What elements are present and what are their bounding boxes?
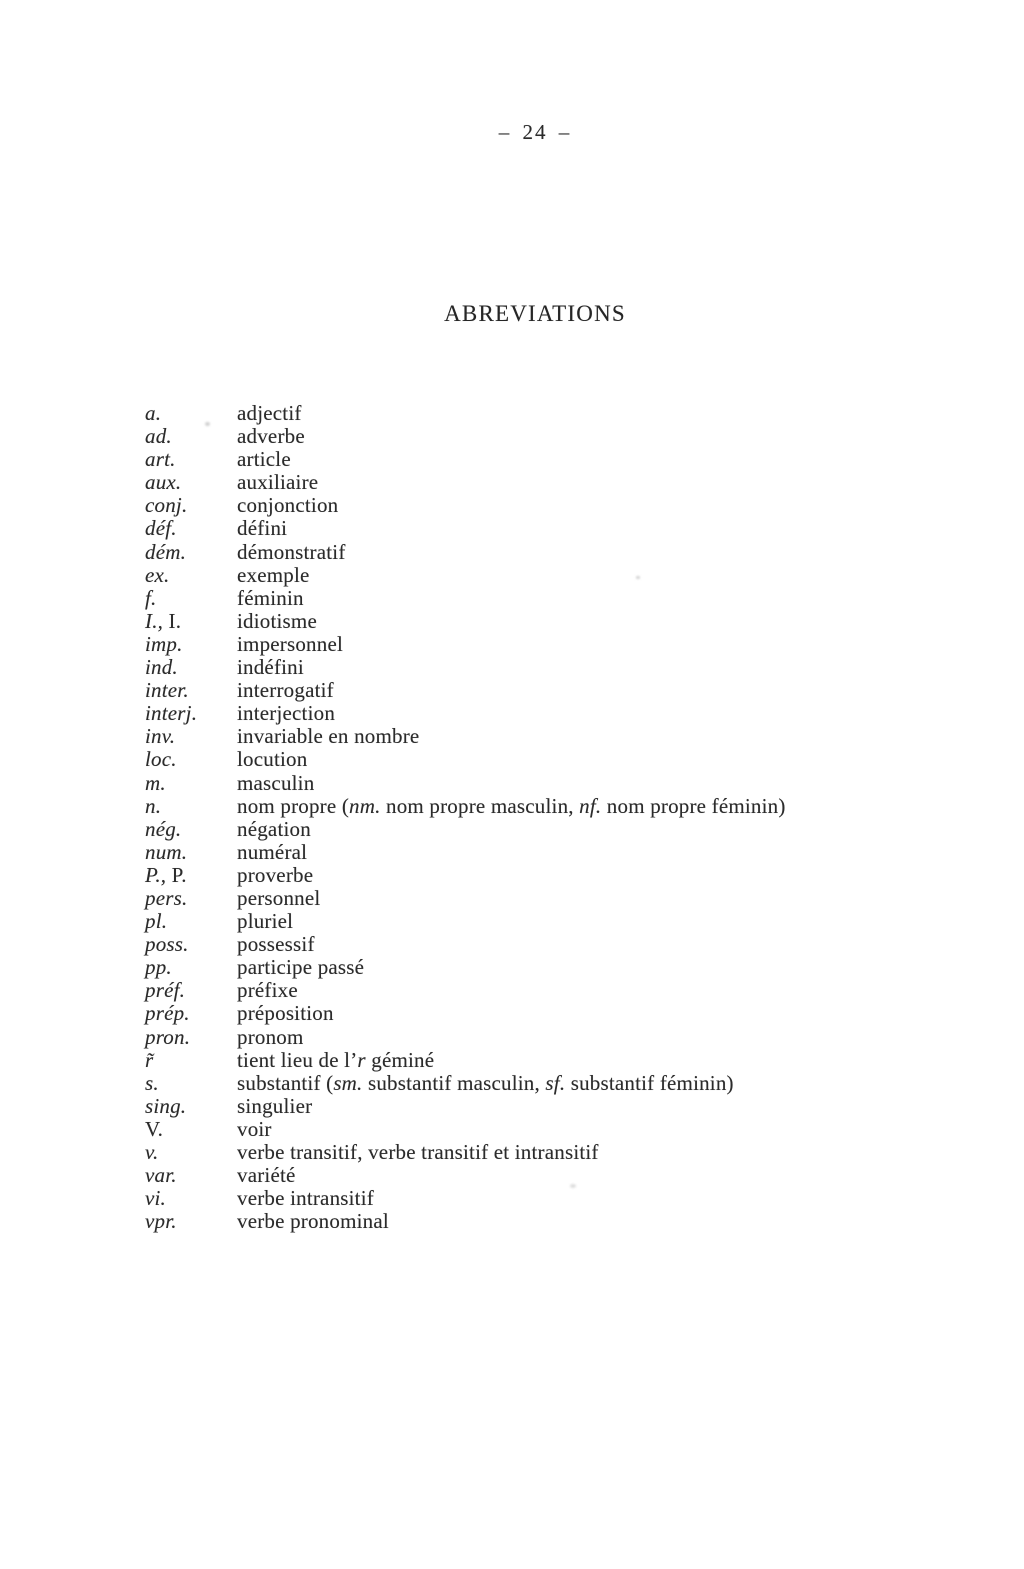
abbreviation-row <box>145 448 965 471</box>
abbreviation-row <box>145 471 965 494</box>
abbreviation-definition: participe passé <box>237 955 365 980</box>
abbreviation-definition: masculin <box>237 770 315 795</box>
abbreviation-row <box>145 818 965 841</box>
abbreviation-term: imp. <box>145 631 183 656</box>
abbreviation-definition: défini <box>237 516 288 541</box>
abbreviation-definition: adjectif <box>237 401 302 425</box>
abbreviation-definition: négation <box>237 816 311 841</box>
abbreviation-term: ex. <box>145 562 170 587</box>
abbreviation-row <box>145 1164 965 1187</box>
abbreviation-definition: singulier <box>237 1093 313 1118</box>
abbreviation-row <box>145 541 965 564</box>
abbreviation-definition: proverbe <box>237 862 314 887</box>
abbreviation-row <box>145 517 965 540</box>
abbreviation-row <box>145 1002 965 1025</box>
abbreviation-row <box>145 679 965 702</box>
abbreviation-definition: locution <box>237 747 308 772</box>
abbreviation-term: P., P. <box>145 862 187 887</box>
abbreviation-row <box>145 933 965 956</box>
abbreviation-definition: exemple <box>237 562 310 587</box>
abbreviation-term: art. <box>145 447 176 472</box>
abbreviation-term: pp. <box>145 955 172 980</box>
abbreviation-definition: interjection <box>237 701 336 726</box>
abbreviation-row <box>145 402 965 425</box>
abbreviation-row <box>145 772 965 795</box>
abbreviation-term: loc. <box>145 747 177 772</box>
abbreviation-definition: tient lieu de l’r géminé <box>237 1047 435 1072</box>
abbreviation-definition: interrogatif <box>237 678 334 703</box>
abbreviation-term: pers. <box>145 885 188 910</box>
abbreviation-definition: démonstratif <box>237 539 346 564</box>
abbreviation-row <box>145 587 965 610</box>
abbreviation-term: v. <box>145 1140 159 1164</box>
abbreviation-row <box>145 1187 965 1210</box>
abbreviation-row <box>145 564 965 587</box>
abbreviation-definition: verbe transitif, verbe transitif et intransitif <box>237 1140 599 1164</box>
abbreviation-term: conj. <box>145 493 188 518</box>
abbreviation-row <box>145 656 965 679</box>
abbreviation-row <box>145 1141 965 1164</box>
abbreviation-term: vi. <box>145 1186 167 1211</box>
abbreviation-definition: idiotisme <box>237 608 317 633</box>
abbreviation-term: var. <box>145 1163 177 1188</box>
abbreviation-definition: pluriel <box>237 909 294 934</box>
abbreviation-row <box>145 748 965 771</box>
abbreviation-row <box>145 1049 965 1072</box>
abbreviation-row <box>145 1026 965 1049</box>
abbreviation-term: dém. <box>145 539 187 564</box>
abbreviation-term: n. <box>145 793 162 818</box>
abbreviation-definition: verbe intransitif <box>237 1186 374 1211</box>
abbreviation-row <box>145 864 965 887</box>
abbreviation-definition: nom propre (nm. nom propre masculin, nf. nom propre féminin) <box>237 793 786 818</box>
scan-speck <box>636 576 640 579</box>
abbreviation-definition: article <box>237 447 291 472</box>
abbreviation-definition: personnel <box>237 885 321 910</box>
abbreviation-term: aux. <box>145 470 182 495</box>
abbreviation-term: poss. <box>145 932 189 957</box>
abbreviation-row <box>145 725 965 748</box>
abbreviation-term: ad. <box>145 424 172 449</box>
abbreviation-term: r̃ <box>145 1047 154 1072</box>
abbreviation-term: prép. <box>145 1001 190 1026</box>
abbreviation-definition: auxiliaire <box>237 470 319 495</box>
abbreviation-row <box>145 633 965 656</box>
abbreviation-term: s. <box>145 1070 159 1095</box>
abbreviation-term: num. <box>145 839 188 864</box>
abbreviation-term: pl. <box>145 909 168 934</box>
abbreviation-term: a. <box>145 401 162 425</box>
abbreviation-row <box>145 887 965 910</box>
page-title: ABREVIATIONS <box>444 301 626 326</box>
abbreviation-row <box>145 841 965 864</box>
abbreviation-term: V. <box>145 1116 164 1141</box>
abbreviation-term: vpr. <box>145 1209 177 1234</box>
abbreviation-definition: indéfini <box>237 655 304 680</box>
scan-speck <box>205 422 210 426</box>
abbreviation-term: sing. <box>145 1093 187 1118</box>
abbreviation-row <box>145 610 965 633</box>
abbreviation-term: interj. <box>145 701 198 726</box>
abbreviation-row <box>145 494 965 517</box>
abbreviation-term: pron. <box>145 1024 191 1049</box>
abbreviation-definition: féminin <box>237 585 304 610</box>
abbreviation-term: I., I. <box>145 608 182 633</box>
abbreviation-term: déf. <box>145 516 177 541</box>
abbreviation-list <box>145 402 965 1233</box>
abbreviation-definition: pronom <box>237 1024 304 1049</box>
abbreviation-row <box>145 1095 965 1118</box>
abbreviation-definition: adverbe <box>237 424 305 449</box>
abbreviation-row <box>145 1072 965 1095</box>
abbreviation-definition: impersonnel <box>237 631 344 656</box>
abbreviation-row <box>145 1118 965 1141</box>
page-number: – 24 – <box>498 120 572 144</box>
abbreviation-row <box>145 956 965 979</box>
abbreviation-definition: conjonction <box>237 493 339 518</box>
abbreviation-definition: préfixe <box>237 978 298 1003</box>
abbreviation-term: nég. <box>145 816 182 841</box>
abbreviation-row <box>145 702 965 725</box>
abbreviation-definition: voir <box>237 1116 272 1141</box>
abbreviation-definition: numéral <box>237 839 308 864</box>
abbreviation-term: ind. <box>145 655 178 680</box>
abbreviation-term: inv. <box>145 724 176 749</box>
abbreviation-term: préf. <box>145 978 186 1003</box>
abbreviation-definition: invariable en nombre <box>237 724 420 749</box>
abbreviation-term: f. <box>145 585 157 610</box>
abbreviation-row <box>145 425 965 448</box>
abbreviation-row <box>145 910 965 933</box>
abbreviation-definition: préposition <box>237 1001 334 1026</box>
abbreviation-row <box>145 979 965 1002</box>
abbreviation-definition: verbe pronominal <box>237 1209 389 1234</box>
abbreviation-definition: possessif <box>237 932 315 957</box>
abbreviation-term: inter. <box>145 678 189 703</box>
scan-speck <box>570 1184 576 1188</box>
abbreviation-definition: substantif (sm. substantif masculin, sf. substantif féminin) <box>237 1070 734 1095</box>
abbreviation-row <box>145 1210 965 1233</box>
abbreviation-term: m. <box>145 770 166 795</box>
abbreviation-row <box>145 795 965 818</box>
abbreviation-definition: variété <box>237 1163 296 1188</box>
